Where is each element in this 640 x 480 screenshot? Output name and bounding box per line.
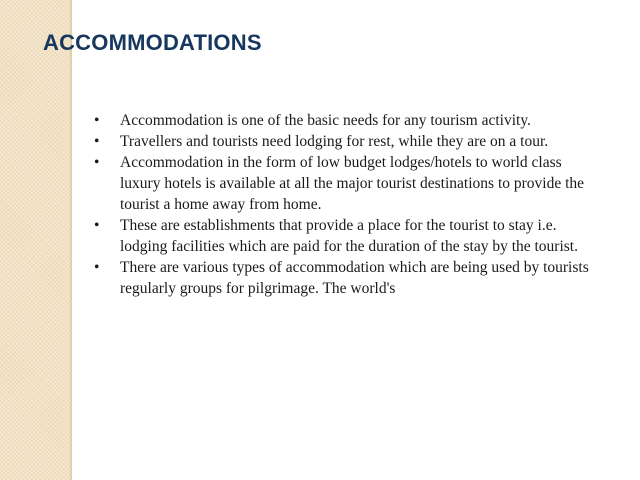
bullet-item — [92, 215, 604, 257]
bullet-list — [92, 110, 604, 299]
bullet-item — [92, 110, 604, 131]
decorative-side-strip — [0, 0, 70, 480]
bullet-dot-icon: • — [94, 259, 100, 276]
bullet-dot-icon: • — [94, 112, 100, 129]
bullet-item — [92, 131, 604, 152]
bullet-dot-icon: • — [94, 133, 100, 150]
bullet-text: Accommodation in the form of low budget lodges/hotels to world class luxury hotels is available at all the major tourist destinations to provide the tourist a home away from home. — [120, 154, 585, 213]
slide-title: ACCOMMODATIONS — [43, 30, 262, 55]
bullet-item — [92, 257, 604, 299]
side-strip-edge — [70, 0, 72, 480]
bullet-text: Travellers and tourists need lodging for rest, while they are on a tour. — [120, 133, 549, 150]
bullet-dot-icon: • — [94, 217, 100, 234]
bullet-dot-icon: • — [94, 154, 100, 171]
bullet-item — [92, 152, 604, 215]
bullet-text: These are establishments that provide a place for the tourist to stay i.e. lodging facilities which are paid for the duration of the stay by the tourist. — [120, 217, 578, 255]
bullet-text: Accommodation is one of the basic needs for any tourism activity. — [120, 112, 531, 129]
bullet-text: There are various types of accommodation which are being used by tourists regularly groups for pilgrimage. The world's — [120, 259, 589, 297]
